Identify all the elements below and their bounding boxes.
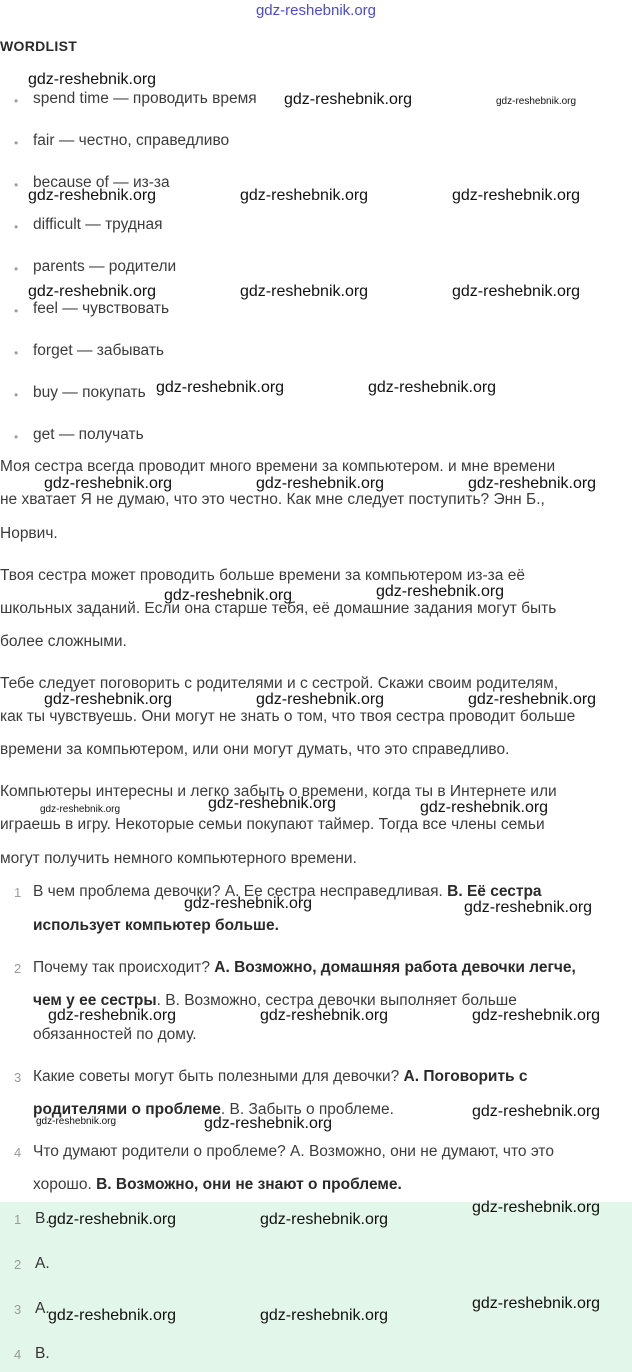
bullet-icon: • [14,94,19,108]
paragraph-line: могут получить немного компьютерного времени. [0,850,357,867]
watermark: gdz-reshebnik.org [156,379,285,396]
watermark: gdz-reshebnik.org [496,96,577,107]
question-line [33,1068,528,1086]
watermark: gdz-reshebnik.org [420,799,549,816]
watermark: gdz-reshebnik.org [468,691,597,708]
bullet-icon: • [14,430,19,444]
answer-value: A. [35,1300,50,1317]
watermark: gdz-reshebnik.org [468,475,597,492]
wordlist-item: because of — из-за [33,174,170,191]
watermark: gdz-reshebnik.org [240,283,369,300]
wordlist-item: parents — родители [33,258,177,275]
watermark: gdz-reshebnik.org [184,895,313,912]
watermark: gdz-reshebnik.org [452,187,581,204]
wordlist-item: fair — честно, справедливо [33,132,230,149]
paragraph-line: играешь в игру. Некоторые семьи покупают таймер. Тогда все члены семьи [0,816,545,833]
watermark: gdz-reshebnik.org [48,1211,177,1228]
question-line [33,959,576,977]
paragraph-line: Тебе следует поговорить с родителями и с сестрой. Скажи своим родителям, [0,675,559,692]
watermark: gdz-reshebnik.org [164,587,293,604]
question-number: 4 [14,1145,22,1160]
paragraph-line: школьных заданий. Если она старше тебя, её домашние задания могут быть [0,600,557,617]
answer-number: 2 [14,1257,22,1272]
question-line: обязанностей по дому. [33,1026,197,1043]
watermark: gdz-reshebnik.org [48,1307,177,1324]
question-number: 1 [14,885,22,900]
question-line [33,1176,402,1194]
answer-value: B. [35,1345,50,1362]
watermark: gdz-reshebnik.org [28,71,157,88]
paragraph-line: как ты чувствуешь. Они могут не знать о том, что твоя сестра проводит больше [0,708,576,725]
bullet-icon: • [14,346,19,360]
answer-number: 1 [14,1212,22,1227]
wordlist-item: difficult — трудная [33,216,163,233]
question-text: Какие советы могут быть полезными для девочки? [33,1068,404,1085]
watermark: gdz-reshebnik.org [368,379,497,396]
bullet-icon: • [14,220,19,234]
question-text: . [274,917,279,934]
watermark: gdz-reshebnik.org [44,691,173,708]
watermark: gdz-reshebnik.org [472,1007,601,1024]
watermark: gdz-reshebnik.org [44,475,173,492]
watermark: gdz-reshebnik.org [472,1295,601,1312]
correct-answer: родителями о проблеме [33,1101,221,1118]
paragraph-line: Твоя сестра может проводить больше времени за компьютером из-за её [0,567,525,584]
answer-value: B. [35,1210,50,1227]
paragraph-line: Моя сестра всегда проводит много времени за компьютером. и мне времени [0,458,556,475]
wordlist-item: forget — забывать [33,342,165,359]
paragraph-line: Компьютеры интересны и легко забыть о времени, когда ты в Интернете или [0,783,557,800]
watermark: gdz-reshebnik.org [48,1007,177,1024]
watermark: gdz-reshebnik.org [240,187,369,204]
correct-answer: B. Возможно, они не знают о проблеме [96,1176,398,1193]
watermark: gdz-reshebnik.org [464,899,593,916]
bullet-icon: • [14,178,19,192]
watermark: gdz-reshebnik.org [376,583,505,600]
paragraph-line: не хватает Я не думаю, что это честно. Как мне следует поступить? Энн Б., [0,491,545,508]
question-text: Почему так происходит? [33,959,215,976]
watermark: gdz-reshebnik.org [256,691,385,708]
question-line: Что думают родители о проблеме? A. Возможно, они не думают, что это [33,1143,554,1160]
answer-value: A. [35,1255,50,1272]
question-number: 3 [14,1070,22,1085]
question-line [33,917,279,935]
wordlist-heading: WORDLIST [0,38,78,54]
watermark: gdz-reshebnik.org [260,1307,389,1324]
watermark: gdz-reshebnik.org [28,283,157,300]
bullet-icon: • [14,304,19,318]
paragraph-line: более сложными. [0,633,127,650]
watermark: gdz-reshebnik.org [472,1199,601,1216]
watermark: gdz-reshebnik.org [260,1211,389,1228]
paragraph-line: Норвич. [0,525,58,542]
correct-answer: A. Возможно, домашняя работа девочки легче, [214,959,576,976]
watermark: gdz-reshebnik.org [256,475,385,492]
site-title: gdz-reshebnik.org [255,2,377,19]
question-text: . B. Забыть о проблеме. [220,1101,394,1118]
question-text: В чем проблема девочки? A. Ее сестра несправедливая. [33,883,448,900]
wordlist-item: buy — покупать [33,384,146,401]
bullet-icon: • [14,388,19,402]
watermark: gdz-reshebnik.org [208,795,337,812]
watermark: gdz-reshebnik.org [40,804,121,815]
bullet-icon: • [14,136,19,150]
correct-answer: A. Поговорить с [403,1068,528,1085]
correct-answer: чем у ее сестры [33,992,157,1009]
question-text: . [397,1176,402,1193]
watermark: gdz-reshebnik.org [472,1103,601,1120]
wordlist-item: feel — чувствовать [33,300,170,317]
watermark: gdz-reshebnik.org [284,91,413,108]
correct-answer: B. Её сестра [447,883,542,900]
wordlist-item: get — получать [33,426,144,443]
question-text: . B. Возможно, сестра девочки выполняет больше [156,992,517,1009]
bullet-icon: • [14,262,19,276]
answer-number: 4 [14,1347,22,1362]
wordlist-item: spend time — проводить время [33,90,257,107]
watermark: gdz-reshebnik.org [260,1007,389,1024]
watermark: gdz-reshebnik.org [204,1115,333,1132]
correct-answer: использует компьютер больше [33,917,275,934]
watermark: gdz-reshebnik.org [28,187,157,204]
answer-number: 3 [14,1302,22,1317]
watermark: gdz-reshebnik.org [36,1116,117,1127]
watermark: gdz-reshebnik.org [452,283,581,300]
paragraph-line: времени за компьютером, или они могут думать, что это справедливо. [0,741,510,758]
question-text: хорошо. [33,1176,97,1193]
question-number: 2 [14,961,22,976]
